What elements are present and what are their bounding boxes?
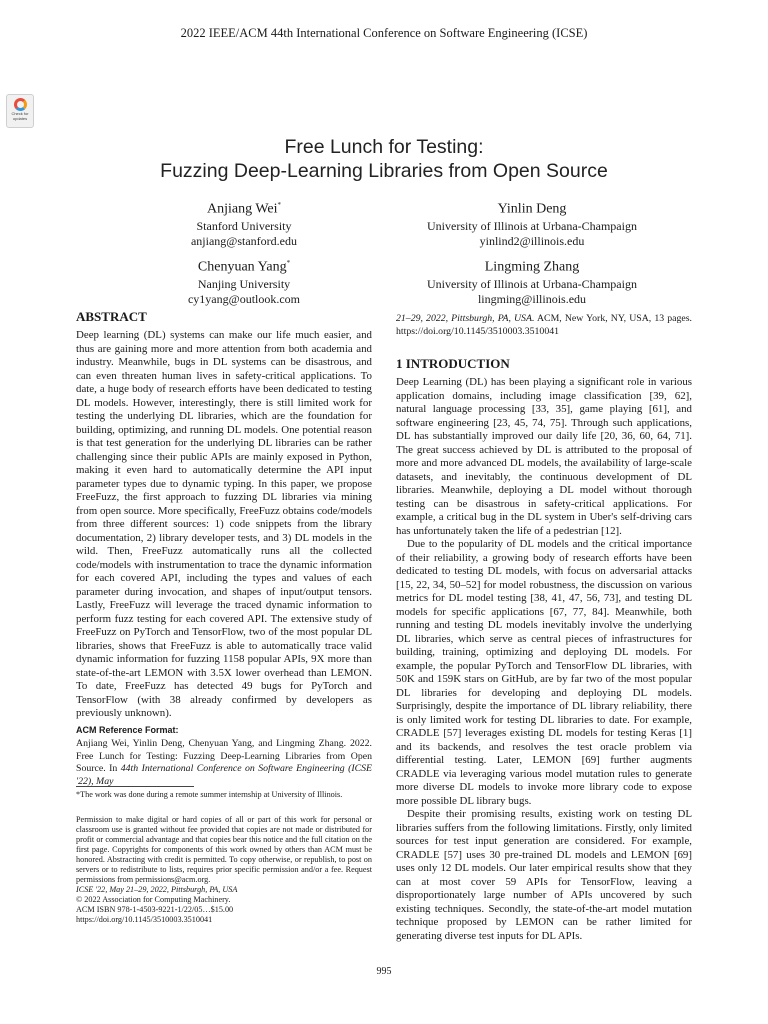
acm-reference-heading: ACM Reference Format: [76,725,179,735]
reference-tail[interactable]: ACM, New York, NY, USA, 13 pages. https://doi.org/10.1145/3510003.3510041 [396,313,692,337]
intro-paragraph: Due to the popularity of DL models and the critical importance of their reliability, a growing body of research efforts have been dedicated to testing DL models, with focus on adversarial attacks [15, 22, 34, 50–52] for model robustness, the discussion on various metrics for DL model testing [38, 41, 47, 56, 73], and testing DL models for specific applications [67, 77, 84]. Meanwhile, both running and testing DL models inevitably involve the underlying DL libraries, which serve as central pieces of infrastructures for building, training, optimizing and deploying DL models. For example, the popular PyTorch and TensorFlow DL libraries, with 50K and 159K stars on GitHub, are by far two of the most popular DL libraries for developing and deploying DL models. Surprisingly, despite the importance of DL library reliability, there is only limited work for testing DL libraries to date. For example, CRADLE [57] leverages existing DL models for testing Keras [1] and its backends, and resolves the test oracle problem via differential testing. Later, LEMON [69] further augments CRADLE via leveraging various model mutation rules to generate more diverse DL models to invoke more library code to expose more possible DL library bugs. [396,538,692,807]
page-number: 995 [376,966,392,977]
intro-paragraph: Deep Learning (DL) has been playing a significant role in various application domains, including image classification [39, 62], natural language processing [33, 35], game playing [61], and software engineering [23, 45, 74, 75]. Through such applications, DL has substantially improved our daily life [20, 36, 60, 64, 71]. The great success achieved by DL is attributed to the proposal of more and more advanced DL models, the availability of large-scale datasets, and inevitably, the continuous development of DL libraries. Meanwhile, deploying a DL model without thorough testing can be disastrous in safety-critical applications. For example, a critical bug in the DL system in Uber's self-driving cars has unfortunately taken the life of a pedestrian [12]. [396,376,692,537]
check-for-updates-badge[interactable] [6,94,34,128]
author-block [402,254,662,307]
abstract-heading: ABSTRACT [76,309,147,324]
reference-venue: 44th International Conference on Software Engineering (ICSE '22), May [76,763,373,787]
author-email[interactable]: anjiang@stanford.edu [190,233,298,248]
author-affiliation: Stanford University [196,218,292,233]
acm-reference-text [76,738,372,788]
badge-text-2: updates [12,116,28,121]
author-email[interactable]: yinlind2@illinois.edu [479,233,585,248]
doi-link[interactable]: https://doi.org/10.1145/3510003.3510041 [76,915,213,924]
introduction-heading: 1 INTRODUCTION [396,356,510,371]
author-name: Yinlin Deng [497,201,567,217]
acm-reference-continued [396,313,692,338]
author-mark: * [286,259,291,267]
title-line-1: Free Lunch for Testing: [284,136,484,158]
author-affiliation: University of Illinois at Urbana-Champaign [427,276,637,291]
permission-block [76,815,372,925]
isbn-line: ACM ISBN 978-1-4503-9221-1/22/05…$15.00 [76,905,234,914]
author-affiliation: Nanjing University [197,276,291,291]
author-affiliation: University of Illinois at Urbana-Champaign [427,218,637,233]
reference-body: Anjiang Wei, Yinlin Deng, Chenyuan Yang, and Lingming Zhang. 2022. Free Lunch for Testing: Fuzzing Deep-Learning Libraries from Open Source. In [76,738,372,774]
abstract-text: Deep learning (DL) systems can make our life much easier, and thus are gaining more and more attention from both academia and industry. Meanwhile, bugs in DL systems can be disastrous, and can even threaten human lives in safety-critical applications. To date, a huge body of research efforts have been dedicated to testing DL models. However, interestingly, there is still limited work for testing the underlying DL libraries, which are the foundation for building, optimizing, and running DL models. One potential reason is that test generation for the underlying DL libraries can be rather challenging since their public APIs are mainly exposed in Python, making it even hard to automatically determine the API input parameter types due to dynamic typing. In this paper, we propose FreeFuzz, the first approach to fuzzing DL libraries via mining from open source. More specifically, FreeFuzz obtains code/models from three different sources: 1) code snippets from the library documentation, 2) library developer tests, and 3) DL models in the wild. Then, FreeFuzz automatically runs all the collected code/models with instrumentation to trace the dynamic information for each covered API, including the types and values of each parameter during invocation, and shapes of input/output tensors. Lastly, FreeFuzz will leverage the traced dynamic information to perform fuzz testing for each covered API. The extensive study of FreeFuzz on PyTorch and TensorFlow, two of the most popular DL libraries, shows that FreeFuzz is able to automatically trace valid dynamic information for fuzzing 1158 popular APIs, 9X more than state-of-the-art LEMON with 3.5X lower overhead than LEMON. To date, FreeFuzz has detected 49 bugs for PyTorch and TensorFlow (with 38 already confirmed by developers as previously unknown). [76,329,372,719]
abstract-body [76,329,372,721]
intro-paragraph: Despite their promising results, existing work on testing DL libraries suffers from the following limitations. Firstly, only limited sources for test input generation are considered. For example, CRADLE [57] uses 30 pre-trained DL models and LEMON [69] uses only 12 DL models. Our later empirical results show that they can at most cover 59 APIs for TensorFlow, leaving a disproportionately large number of APIs uncovered by such existing techniques. Secondly, the state-of-the-art model mutation technique proposed by LEMON can be rather limited for generating diverse test inputs for DL APIs. [396,808,692,942]
author-email[interactable]: cy1yang@outlook.com [187,291,301,306]
footnote-rule [76,786,194,787]
author-mark: * [277,201,282,209]
badge-text-1: Check for [11,111,29,116]
copyright-line: © 2022 Association for Computing Machinery. [76,895,231,904]
author-block [114,254,374,307]
author-name: Lingming Zhang [484,259,580,275]
title-line-2: Fuzzing Deep-Learning Libraries from Open Source [160,160,608,182]
author-block [114,196,374,249]
reference-venue-continued: 21–29, 2022, Pittsburgh, PA, USA. [396,313,535,324]
author-email[interactable]: lingming@illinois.edu [477,291,587,306]
permission-venue: ICSE '22, May 21–29, 2022, Pittsburgh, PA, USA [76,885,238,894]
permission-text: Permission to make digital or hard copies of all or part of this work for personal or classroom use is granted without fee provided that copies are not made or distributed for profit or commercial advantage and that copies bear this notice and the full citation on the first page. Copyrights for components of this work owned by others than ACM must be honored. Abstracting with credit is permitted. To copy otherwise, or republish, to post on servers or to redistribute to lists, requires prior specific permission and/or a fee. Request permissions from permissions@acm.org. [76,815,372,884]
footnote: *The work was done during a remote summer internship at University of Illinois. [76,790,343,799]
author-block [402,196,662,249]
author-name: Chenyuan Yang [197,259,287,275]
crossmark-icon [14,98,27,111]
paper-title [0,135,768,183]
introduction-body [396,376,692,943]
conference-header: 2022 IEEE/ACM 44th International Conference on Software Engineering (ICSE) [180,26,588,40]
author-name: Anjiang Wei [206,201,278,217]
